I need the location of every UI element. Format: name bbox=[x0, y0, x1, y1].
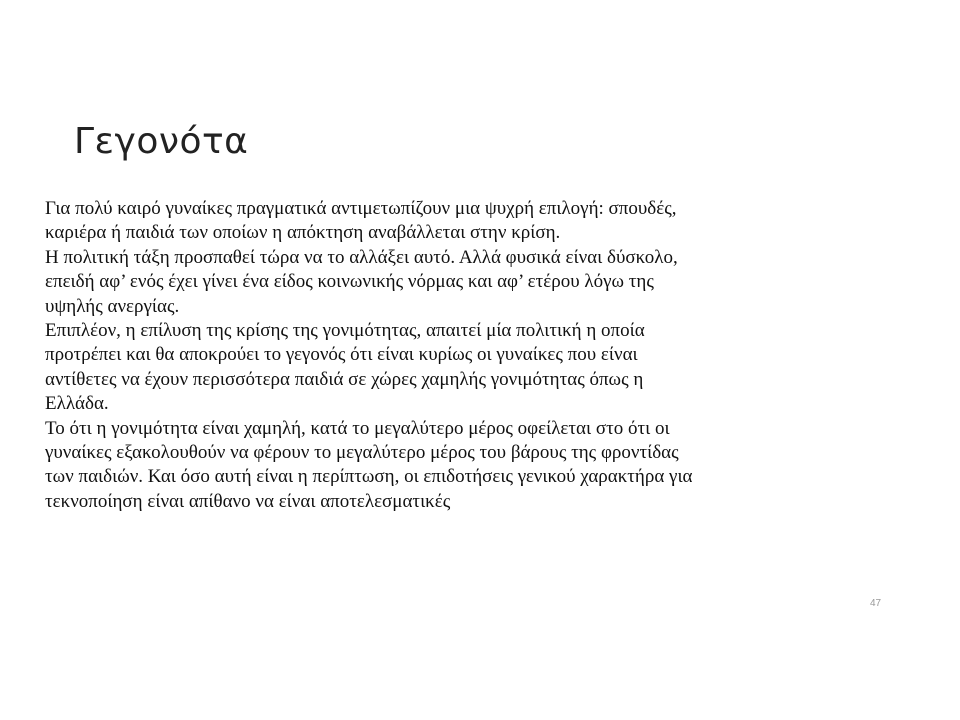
body-line: Για πολύ καιρό γυναίκες πραγματικά αντιμετωπίζουν μια ψυχρή επιλογή: σπουδές, bbox=[45, 198, 677, 219]
body-line: γυναίκες εξακολουθούν να φέρουν το μεγαλύτερο μέρος του βάρους της φροντίδας bbox=[45, 442, 679, 464]
slide-body-text bbox=[45, 197, 905, 514]
body-line: Η πολιτική τάξη προσπαθεί τώρα να το αλλάξει αυτό. Αλλά φυσικά είναι δύσκολο, bbox=[45, 246, 678, 268]
body-line: Ελλάδα. bbox=[45, 393, 109, 415]
body-line: επειδή αφ’ ενός έχει γίνει ένα είδος κοινωνικής νόρμας και αφ’ ετέρου λόγω της bbox=[45, 271, 654, 293]
body-line: Επιπλέον, η επίλυση της κρίσης της γονιμότητας, απαιτεί μία πολιτική η οποία bbox=[45, 320, 645, 342]
body-line: καριέρα ή παιδιά των οποίων η απόκτηση αναβάλλεται στην κρίση. bbox=[45, 222, 561, 244]
body-line: προτρέπει και θα αποκρούει το γεγονός ότι είναι κυρίως οι γυναίκες που είναι bbox=[45, 344, 638, 366]
body-line: αντίθετες να έχουν περισσότερα παιδιά σε χώρες χαμηλής γονιμότητας όπως η bbox=[45, 368, 644, 390]
body-line: των παιδιών. Και όσο αυτή είναι η περίπτωση, οι επιδοτήσεις γενικού χαρακτήρα για bbox=[45, 466, 693, 488]
page-number: 47 bbox=[870, 598, 882, 609]
body-line: τεκνοποίηση είναι απίθανο να είναι αποτελεσματικές bbox=[45, 490, 451, 512]
body-line: υψηλής ανεργίας. bbox=[45, 295, 180, 317]
body-line: Το ότι η γονιμότητα είναι χαμηλή, κατά το μεγαλύτερο μέρος οφείλεται στο ότι οι bbox=[45, 417, 670, 439]
slide-title: Γεγονότα bbox=[74, 121, 249, 162]
